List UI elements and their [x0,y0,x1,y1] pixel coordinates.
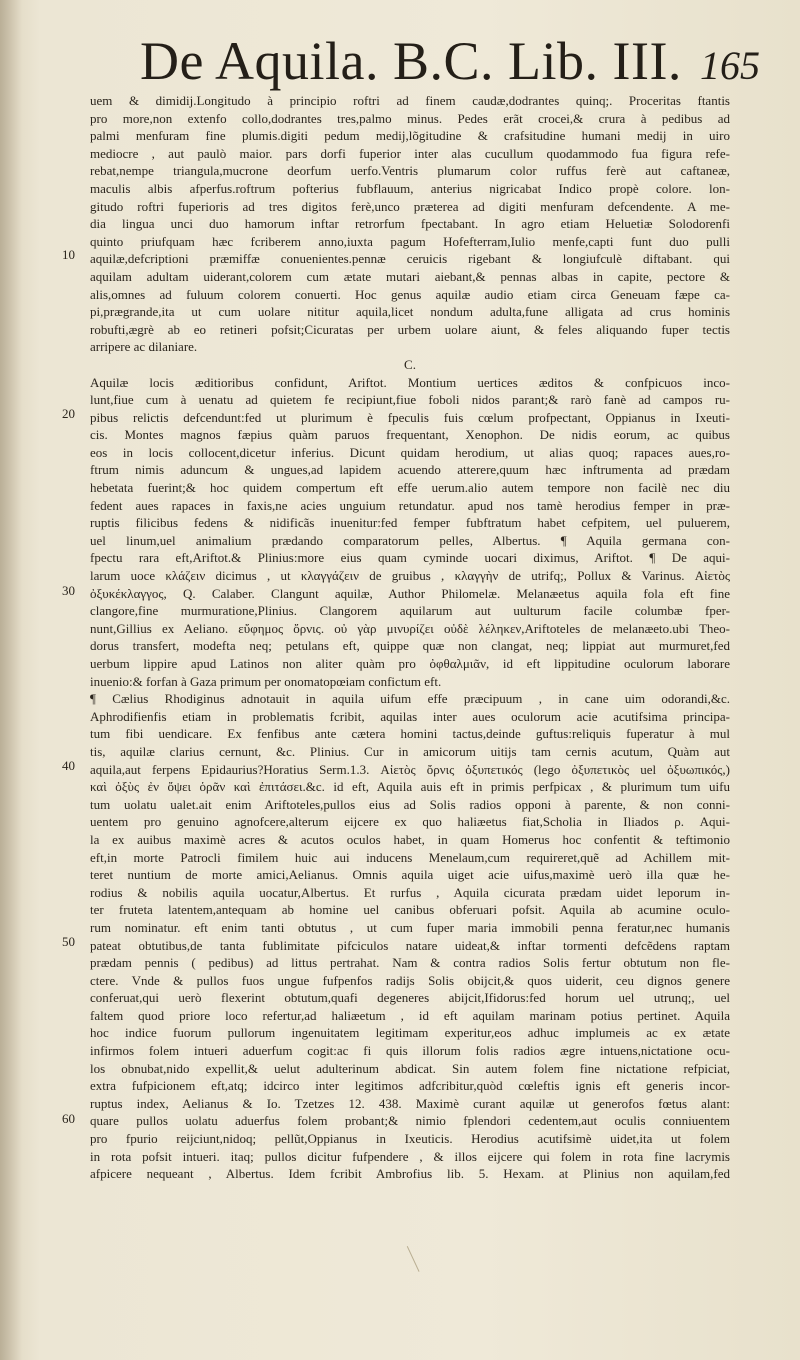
text-line: infirmos folem intueri aduerfum cogit:ac fi quis illorum folis radios ægre intuens,nictatione ocu- [90,1043,730,1059]
text-line: gitudo roftri fuperioris ad tres digitos ferè,unco præterea ad digiti menfuram defcendente. A me- [90,198,730,214]
running-title: De Aquila. B.C. Lib. III. [140,31,682,91]
text-line: pibus relictis defcendunt:fed ut plurimum è fpeculis fuis cœlum profpectant, Oppianus in Ixeuti- [90,409,730,425]
text-line: Aquilæ locis æditioribus confidunt, Ariftot. Montium uertices æditos & confpicuos inco- [90,374,730,390]
text-line: clangore,fine murmuratione,Plinius. Clangorem aquilarum aut uulturum facile columbæ fper- [90,603,730,619]
text-line: rebat,nempe triangula,mucrone deorfum uerfo.Ventris plumarum color ruffus ferè aut caftaneæ, [90,163,730,179]
line-number-40: 40 [62,758,75,773]
text-line: ter fruteta latentem,antequam ab homine uel canibus obferuari pofsit. Aquila ab acumine oculo- [90,902,730,918]
text-line: aquilam adultam uiderant,colorem cum ætate mutari aiebant,& pennas albas in capite, pectore & [90,268,730,284]
text-line: robufti,ægrè ab eo retineri pofsit;Cicuratas per urbem uolare aiunt, & feles aliquando fuper tectis [90,321,730,337]
text-line: ctere. Vnde & pullos fuos ungue fufpenfos radijs Solis obijcit,& quos uiderit, ceu dignos genere [90,972,730,988]
text-line: pateat obtutibus,de tanta fublimitate pifciculos natare uideat,& inftar tormenti defcẽdens raptam [90,937,730,953]
text-line: ruptus index, Aelianus & Io. Tzetzes 12. 438. Maximè curant aquilæ ut generofos fœtus alant: [90,1095,730,1111]
text-line: ¶ Cælius Rhodiginus adnotauit in aquila uifum effe præcipuum , in cane uim odorandi,&c. [90,691,730,707]
text-line: fedent aues rapaces in faxis,ne acies unguium retundatur. apud nos tamè herodius femper in præ- [90,497,730,513]
text-line: inuenio:& forfan à Gaza primum per onomatopœiam confictum eft. [90,673,442,689]
text-line: larum uoce κλάζειν dicimus , ut κλαγγάζειν de gruibus , κλαγγὴν de utrifq;, Pollux & Varinus. Αἰετὸς [90,568,730,584]
text-line: eos in locis collocent,dicetur inferius. Dicunt quidam herodium, ut alias quoq; rapaces aues,ro- [90,444,730,460]
text-line: aquila,aut ferpens Epidaurius?Horatius Serm.1.3. Αἰετὸς ὄρνις ὀξυπετικός (lego ὀξυπετικὸς uel ὀξυωπικός,) [90,761,730,777]
text-line: los obnubat,nido expellit,& uelut adulterinum abdicat. Sin autem folem fine nictatione refpiciat, [90,1060,730,1076]
text-line: arripere ac dilaniare. [90,339,198,355]
text-line: extra fufpicionem eft,atq; idcirco inter legitimos adfcribitur,quòd cœleftis ignis eft generis incor- [90,1078,730,1094]
text-line: rodius & nobilis aquila uocatur,Albertus. Et rurfus , Aquila cicurata prædam uidet leporum in- [90,884,730,900]
text-line: fpectu rara eft,Ariftot.& Plinius:more eius quam cyminde uocari diximus, Ariftot. ¶ De aqui- [90,550,730,566]
text-line: prædam pennis ( pedibus) ad littus pertrahat. Nam & contra radios Solis fertur obtutum non fle- [90,955,730,971]
text-line: maculis albis afperfus.roftrum pofterius fubflauum, anterius nigricabat Indico propè colore. lon- [90,180,730,196]
text-line: ftrum nimis aduncum & ungues,ad lapidem acuendo atterere,quum hæc inftrumenta ad prædam [90,462,730,478]
text-line: faltem quod priore loco refertur,ad haliæetum , id eft aquilam marinam potius pertinet. Aquila [90,1007,730,1023]
text-line: dorus transfert, modefta neq; petulans eft, quippe quæ non clangat, neq; lippiat aut murmuret,fed [90,638,730,654]
text-line: tis, aquilæ clarius cernunt, &c. Plinius. Cur in amicorum uitijs tam cernis acutum, Quàm aut [90,743,730,759]
pen-mark [407,1240,432,1272]
text-line: lunt,fiue cum à uenatu ad quietem fe recipiunt,fiue foboli nidos parant;& rarò fanè ad campos ru- [90,392,730,408]
text-line: pro fpurio reijciunt,nidoq; pellũt,Oppianus in Ixeuticis. Herodius acutifsimè uidet,ita ut folem [90,1131,730,1147]
page-number: 165 [700,43,760,88]
text-line: dia lingua unci duo hamorum inftar retrorfum fpectabant. In agro etiam Heluetiæ Solodorenfi [90,216,730,232]
text-line: ὀξυκέκλαγγος, Q. Calaber. Clangunt aquilæ, Author Philomelæ. Melanæetus aquila fola eft fine [90,585,730,601]
text-line: καὶ ὀξὺς ἐν ὄψει ὁρᾶν καὶ ἐπιτάσει.&c. id eft, Aquila auis eft in primis perfpicax , & plurimum tum uifu [90,779,730,795]
text-line: uel linum,uel animalium prædando comparatorum pelles, Albertus. ¶ Aquila germana con- [90,532,730,548]
text-line: eft,in morte Patrocli fimilem huic aui inducens Menelaum,cum requireret,quẽ ad Achillem mit- [90,849,730,865]
text-line: Aphrodifienfis etiam in problematis fcribit, aquilas inter aues oculorum acie acutifsima principa- [90,708,730,724]
line-number-20: 20 [62,406,75,421]
line-number-10: 10 [62,247,75,262]
text-line: afpicere nequeant , Albertus. Idem fcribit Ambrofius lib. 5. Hexam. at Plinius non aquilam,fed [90,1166,730,1182]
line-number-60: 60 [62,1111,75,1126]
text-line: quare pullos uolatu aduerfus folem probant;& nimio fplendori cedentem,aut oculis conniuentem [90,1113,730,1129]
text-line: uentem pro genuino agnofcere,alterum eijcere ex quo haliæetus fiat,Scholia in Iliados ρ. Aqui- [90,814,730,830]
text-line: C. [404,356,416,372]
text-line: la ex auibus maximè acres & acutos oculos habet, in quam Homerus hoc confentit & teftimonio [90,831,730,847]
page-header [140,30,760,90]
text-line: hebetata fuerint;& hoc quidem compertum eft effe uerum.alio autem tempore non facilè nec diu [90,480,730,496]
gutter-shadow [0,0,22,1360]
text-line: in rota pofsit intueri. itaq; pullos dicitur fufpendere , & illos eijcere qui folem in rota fine lacrymis [90,1148,730,1164]
text-line: nunt,Gillius ex Aeliano. εὔφημος ὄρνις. οὐ γὰρ μινυρίζει οὐδὲ λέληκεν,Ariftoteles de melanæeto.ubi Theo- [90,620,730,636]
body-text [90,92,730,1183]
text-line: mediocre , aut paulò maior. pars dorfi fuperior inter alas cucullum quodammodo fua figura refe- [90,145,730,161]
text-line: uem & dimidij.Longitudo à principio roftri ad finem caudæ,dodrantes quinq;. Proceritas ftantis [90,93,730,108]
line-number-30: 30 [62,583,75,598]
text-line: ruptis filicibus fedens & nidificãs inuenitur:fed femper fubftratum habet cefpitem, uel puluerem, [90,515,730,531]
text-line: quinto priufquam hæc fcriberem anno,iuxta pagum Hofefterram,Iulio menfe,capti funt duo pulli [90,233,730,249]
text-line: tum uolatu ualet.ait enim Ariftoteles,pullos eius ad Solis radios opponi à parente, & non conni- [90,796,730,812]
text-line: teret nuntium de morte amici,Aelianus. Omnis aquila uiget acie uifus,maximè uerò illa quæ he- [90,867,730,883]
text-line: aquilæ,defcriptioni præmiffæ conuenientes.pennæ ceruicis rigebant & longiufculè diftabant. qui [90,251,730,267]
text-line: palmi menfuram fine plumis.digiti pedum medij,lõgitudine & crafsitudine humani medij in uiro [90,128,730,144]
text-line: uerbum lippire apud Latinos non aliter quàm pro ὀφθαλμιᾶν, id eft lippitudine oculorum laborare [90,656,730,671]
text-line: tum fibi uendicare. Ex fenfibus ante cætera homini tactus,deinde guftus:reliquis fuperatur à mul [90,726,730,742]
text-line: rum nominatur. eft enim tanti obtutus , ut cum fuper maria immobili penna feratur,nec humanis [90,919,730,935]
text-line: pi,prægrande,ita ut cum uolare nititur aquila,licet nondum adulta,fune alligata ad crus hominis [90,304,730,320]
line-number-50: 50 [62,934,75,949]
text-line: conferuat,qui uerò flexerint obtutum,quafi degeneres abijcit,Ifidorus:fed horum uel utrunq;, uel [90,990,730,1006]
text-line: hoc indice fuorum pullorum ingenuitatem legitimam experitur,eos adhuc implumeis ac ex ætate [90,1025,730,1041]
text-line: alis,omnes ad fuluum colorem conuerti. Hoc genus aquilæ audio etiam circa Geneuam fæpe ca- [90,286,730,302]
text-line: pro more,non extenfo collo,dodrantes tres,palmo minus. Pedes erãt crocei,& crura à pedibus ad [90,110,730,126]
text-line: cis. Montes magnos fæpius quàm paruos frequentant, Xenophon. De nidis eorum, ac quibus [90,427,730,443]
